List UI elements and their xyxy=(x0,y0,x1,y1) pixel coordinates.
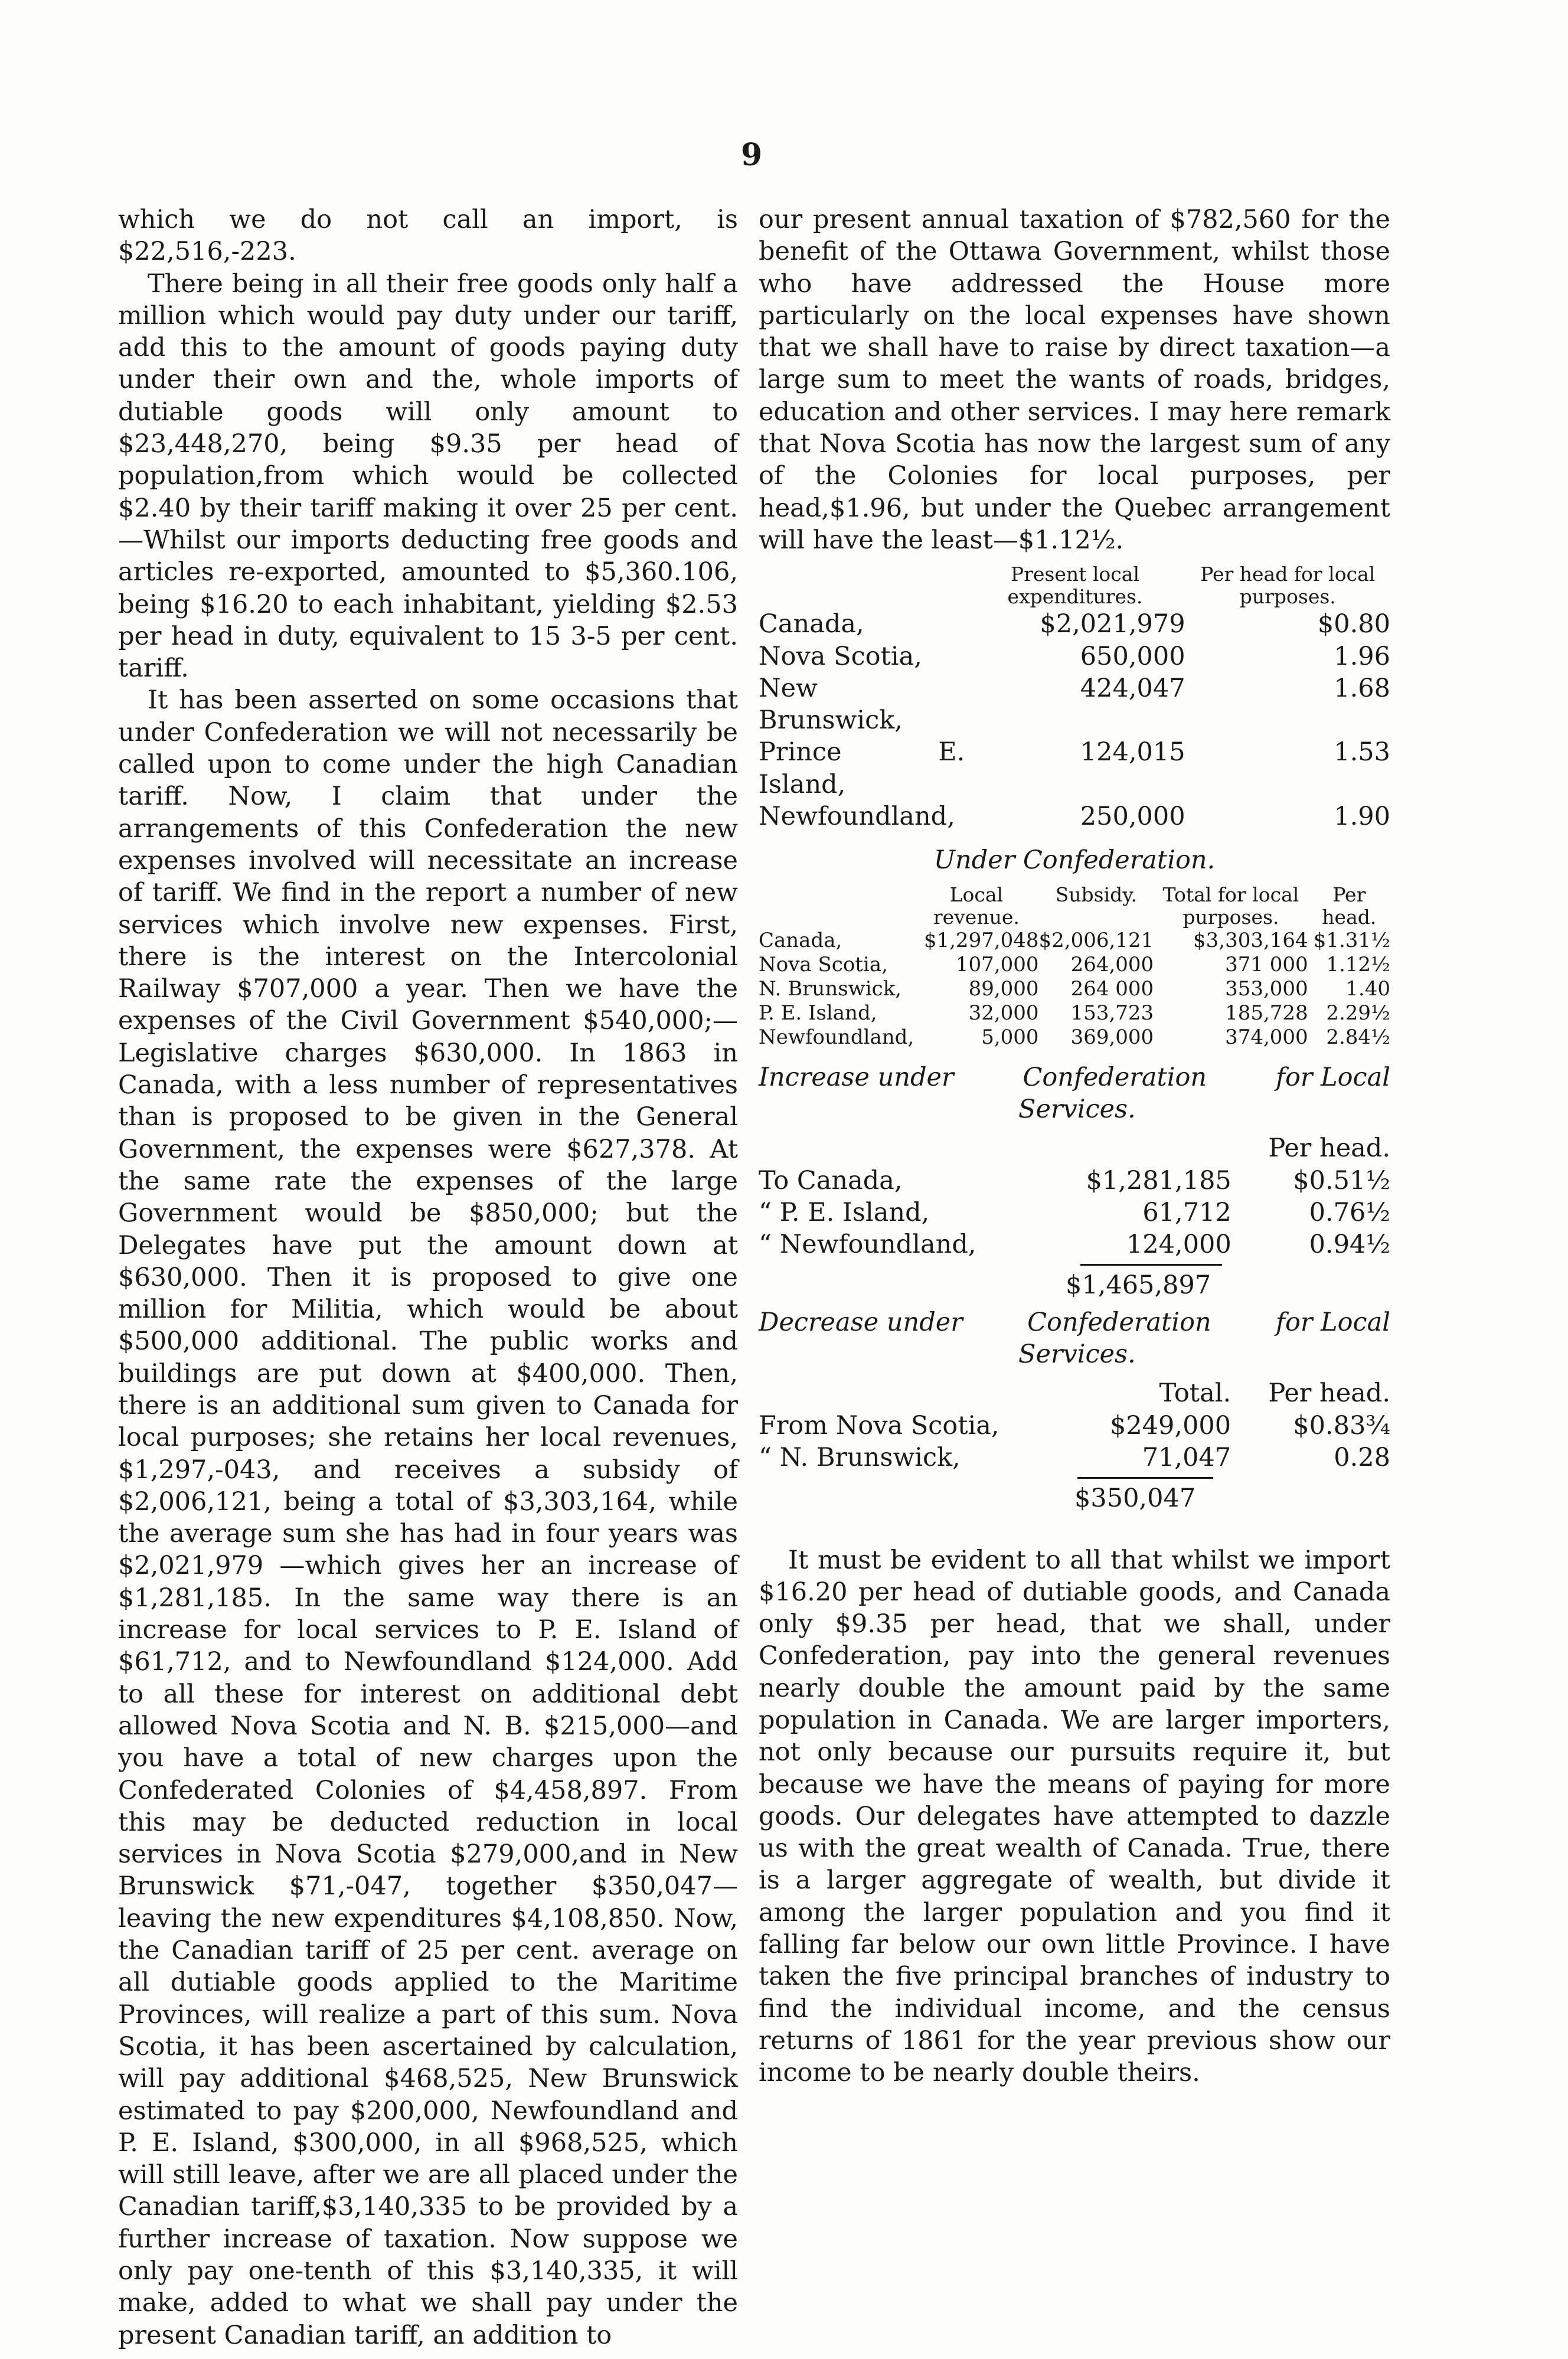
title-part: for Local xyxy=(1276,1062,1390,1092)
table-row xyxy=(759,608,1390,640)
table-cell: 1.68 xyxy=(1334,673,1390,703)
table-header: Present local expenditures. xyxy=(1007,563,1143,609)
table-cell: 424,047 xyxy=(1080,673,1185,703)
table-cell: $0.83¾ xyxy=(1293,1410,1390,1440)
table-cell: Newfoundland, xyxy=(759,802,955,832)
present-expenditures-table xyxy=(759,563,1390,832)
table-cell: 650,000 xyxy=(1080,641,1185,671)
decrease-table xyxy=(759,1377,1390,1473)
table-row xyxy=(759,1001,1390,1025)
table-cell: “ P. E. Island, xyxy=(759,1197,930,1227)
table-cell: 124,000 xyxy=(1126,1230,1231,1260)
table-cell: 0.28 xyxy=(1334,1442,1390,1472)
table-cell: Canada, xyxy=(759,609,864,639)
table-row xyxy=(759,1197,1390,1228)
table-cell: $1.31½ xyxy=(1313,928,1390,952)
table-cell: $2,021,979 xyxy=(1040,609,1185,639)
table-cell: 107,000 xyxy=(955,952,1039,976)
table-title-line2: Services. xyxy=(1018,1094,1136,1124)
table-cell: 1.96 xyxy=(1334,641,1390,671)
table-cell: 1.12½ xyxy=(1326,952,1390,976)
title-part: Confederation xyxy=(1027,1307,1211,1337)
table-title-line2: Services. xyxy=(1018,1339,1136,1370)
table-cell: 185,728 xyxy=(1225,1001,1308,1025)
title-part: Decrease under xyxy=(759,1307,963,1337)
table-cell: 71,047 xyxy=(1142,1442,1231,1472)
table-cell: $2,006,121 xyxy=(1038,928,1154,952)
right-column xyxy=(759,204,1390,2089)
table-cell: “ Newfoundland, xyxy=(759,1230,976,1260)
title-part: Increase under xyxy=(759,1062,954,1092)
table-header: Per head. xyxy=(1322,883,1377,929)
table-row xyxy=(759,736,1390,801)
table-cell: $0.80 xyxy=(1317,609,1390,639)
table-cell: 264 000 xyxy=(1070,976,1154,1001)
table-total: $350,047 xyxy=(1074,1484,1196,1514)
table-cell: 371 000 xyxy=(1225,952,1308,976)
table-cell: “ N. Brunswick, xyxy=(759,1442,961,1472)
paragraph: There being in all their free goods only half a million which would pay duty under our tariff, add this to the amount of goods paying duty under their own and the, whole imports of dutiable goods will only amount to $23,448,270, being $9.35 per head of population,from which would be collected $2.40 by their tariff making it over 25 per cent.—Whilst our imports deducting free goods and articles re-exported, amounted to $5,360.106, being $16.20 to each inhabitant, yielding $2.53 per head in duty, equivalent to 15 3-5 per cent. tariff. xyxy=(118,269,738,684)
table-cell: 124,015 xyxy=(1080,737,1185,767)
table-header: Local revenue. xyxy=(933,883,1020,929)
table-total: $1,465,897 xyxy=(1066,1270,1211,1301)
increase-table xyxy=(759,1132,1390,1260)
left-column xyxy=(118,204,738,2351)
paragraph: our present annual taxation of $782,560 for the benefit of the Ottawa Government, whilst those who have addressed the House more particularly on the local expenses have shown that we shall have to raise by direct taxation—a large sum to meet the wants of roads, bridges, education and other services. I may here remark that Nova Scotia has now the largest sum of any of the Colonies for local purposes, per head,$1.96, but under the Quebec arrangement will have the least—$1.12½. xyxy=(759,205,1390,555)
table-cell: Prince E. Island, xyxy=(759,737,965,799)
table-title xyxy=(759,1306,1390,1338)
table-cell: N. Brunswick, xyxy=(759,976,902,1001)
table-cell: 374,000 xyxy=(1225,1025,1308,1049)
table-cell: $249,000 xyxy=(1109,1410,1231,1440)
table-header: Per head. xyxy=(1268,1378,1390,1409)
table-cell: Canada, xyxy=(759,928,842,952)
sum-rule xyxy=(1077,1477,1213,1479)
table-row xyxy=(759,1228,1390,1260)
table-cell: 2.29½ xyxy=(1326,1001,1390,1025)
table-cell: P. E. Island, xyxy=(759,1001,877,1025)
table-row xyxy=(759,672,1390,737)
confederation-table xyxy=(759,884,1390,1050)
table-header: Total. xyxy=(1159,1378,1231,1409)
table-row xyxy=(759,929,1390,953)
paragraph: It has been asserted on some occasions that under Confederation we will not necessarily be called upon to come under the high Canadian tariff. Now, I claim that under the arrangements of this Confederation the new expenses involved will necessitate an increase of tariff. We find in the report a number of new services which involve new expenses. First, there is the interest on the Intercolonial Railway $707,000 a year. Then we have the expenses of the Civil Government $540,000;—Legislative charges $630,000. In 1863 in Canada, with a less number of representatives than is proposed to be given in the General Government, the expenses were $627,378. At the same rate the expenses of the large Government would be $850,000; but the Delegates have put the amount down at $630,000. Then it is proposed to give one million for Militia, which would be about $500,000 additional. The public works and buildings are put down at $400,000. Then, there is an additional sum given to Canada for local purposes; she retains her local revenues, $1,297,-043, and receives a subsidy of $2,006,121, being a total of $3,303,164, while the average sum she has had in four years was $2,021,979 —which gives her an increase of $1,281,185. In the same way there is an increase for local services to P. E. Island of $61,712, and to Newfoundland $124,000. Add to all these for interest on additional debt allowed Nova Scotia and N. B. $215,000—and you have a total of new charges upon the Confederated Colonies of $4,458,897. From this may be deducted reduction in local services in Nova Scotia $279,000,and in New Brunswick $71,-047, together $350,047—leaving the new expenditures $4,108,850. Now, the Canadian tariff of 25 per cent. average on all dutiable goods applied to the Maritime Provinces, will realize a part of this sum. Nova Scotia, it has been ascertained by calculation, will pay additional $468,525, New Brunswick estimated to pay $200,000, Newfoundland and P. E. Island, $300,000, in all $968,525, which will still leave, after we are all placed under the Canadian tariff,$3,140,335 to be provided by a further increase of taxation. Now suppose we only pay one-tenth of this $3,140,335, it will make, added to what we shall pay under the present Canadian tariff, an addition to xyxy=(118,685,738,2350)
table-cell: Nova Scotia, xyxy=(759,952,888,976)
table-cell: 5,000 xyxy=(981,1025,1039,1049)
table-cell: 1.53 xyxy=(1334,737,1390,767)
table-header: Total for local purposes. xyxy=(1162,883,1299,929)
table-cell: 2.84½ xyxy=(1326,1025,1390,1049)
table-row xyxy=(759,1165,1390,1197)
table-row xyxy=(759,1442,1390,1473)
table-row xyxy=(759,1410,1390,1442)
table-cell: New Brunswick, xyxy=(759,673,903,736)
table-cell: 153,723 xyxy=(1070,1001,1154,1025)
table-row xyxy=(759,1025,1390,1050)
title-part: for Local xyxy=(1276,1307,1390,1337)
table-row xyxy=(759,953,1390,977)
table-cell: 250,000 xyxy=(1080,802,1185,832)
table-cell: $1,297,048 xyxy=(923,928,1039,952)
table-cell: From Nova Scotia, xyxy=(759,1410,999,1440)
table-cell: 61,712 xyxy=(1142,1197,1231,1227)
table-cell: To Canada, xyxy=(759,1165,903,1195)
paragraph: It must be evident to all that whilst we import $16.20 per head of dutiable goods, and Canada only $9.35 per head, that we shall, under Confederation, pay into the general revenues nearly double the amount paid by the same population in Canada. We are larger importers, not only because our pursuits require it, but because we have the means of paying for more goods. Our delegates have attempted to dazzle us with the great wealth of Canada. True, there is a larger aggregate of wealth, but divide it among the larger population and you find it falling far below our own little Province. I have taken the five principal branches of industry to find the individual income, and the census returns of 1861 for the year previous show our income to be nearly double theirs. xyxy=(759,1545,1390,2088)
table-header: Per head. xyxy=(1268,1133,1390,1164)
table-cell: 1.90 xyxy=(1334,802,1390,832)
table-cell: 264,000 xyxy=(1070,952,1154,976)
paragraph: which we do not call an import, is $22,516,-223. xyxy=(118,205,738,267)
table-cell: Nova Scotia, xyxy=(759,641,922,671)
table-title xyxy=(759,1061,1390,1093)
title-part: Confederation xyxy=(1023,1062,1207,1092)
table-cell: 369,000 xyxy=(1070,1025,1154,1049)
table-row xyxy=(759,977,1390,1001)
table-title: Under Confederation. xyxy=(933,845,1216,875)
page-number: 9 xyxy=(741,137,763,173)
table-cell: 89,000 xyxy=(968,976,1039,1001)
table-row xyxy=(759,641,1390,672)
table-cell: $0.51½ xyxy=(1293,1165,1390,1195)
table-cell: $1,281,185 xyxy=(1086,1165,1231,1195)
table-cell: 0.94½ xyxy=(1309,1230,1390,1260)
table-header: Per head for local purposes. xyxy=(1200,563,1376,609)
table-cell: $3,303,164 xyxy=(1193,928,1308,952)
table-cell: 1.40 xyxy=(1345,976,1390,1001)
table-cell: 0.76½ xyxy=(1309,1197,1390,1227)
table-cell: 353,000 xyxy=(1225,976,1308,1001)
table-cell: 32,000 xyxy=(968,1001,1039,1025)
table-header: Subsidy. xyxy=(1055,883,1138,906)
table-cell: Newfoundland, xyxy=(759,1025,914,1049)
table-row xyxy=(759,801,1390,832)
sum-rule xyxy=(1080,1264,1222,1266)
